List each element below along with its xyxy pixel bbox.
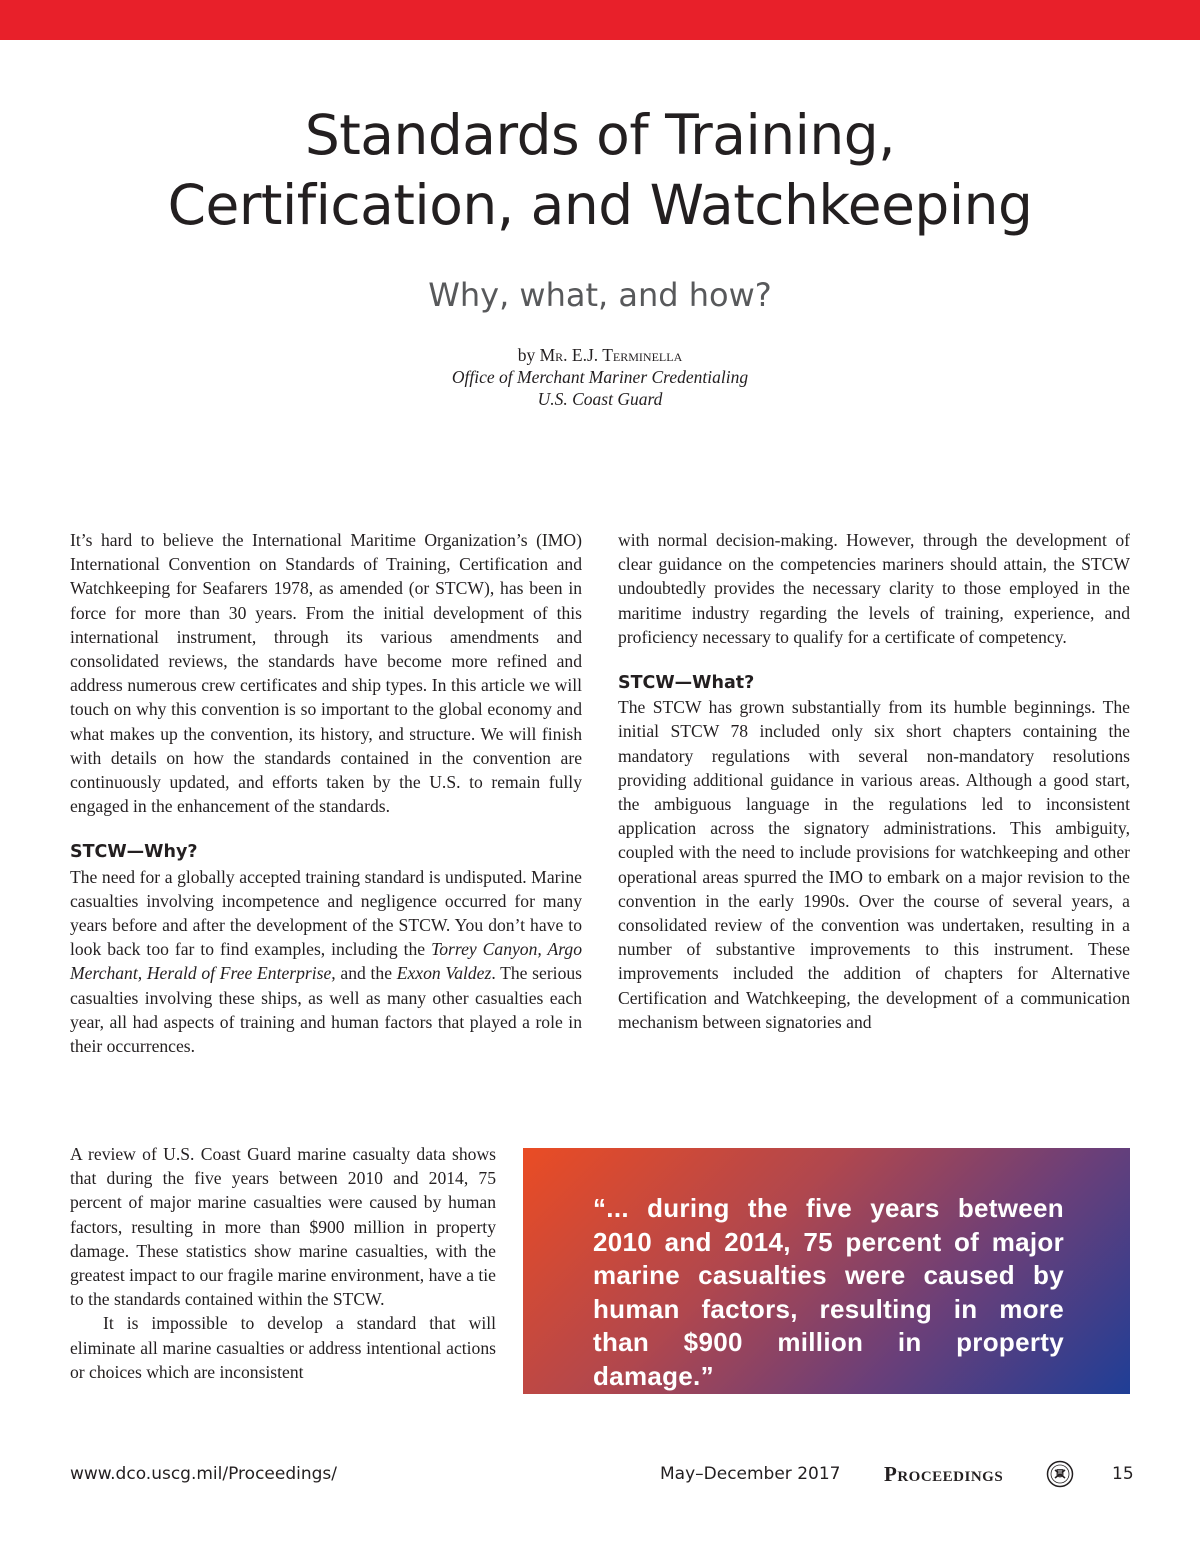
page-number: 15 — [1112, 1464, 1134, 1484]
page-footer — [0, 1458, 1200, 1494]
why-paragraph-1-cont: A review of U.S. Coast Guard marine casualty data shows that during the five years between 2010 and 2014, 75 percent of major marine casualties were caused by human factors, resulting in more than $900 million in property damage. These statistics show marine casualties, with the greatest impact to our fragile marine environment, have a tie to the standards contained within the STCW. — [70, 1144, 496, 1310]
why-text-1: The need for a globally accepted training standard is undisputed. Marine casualties involving incompetence and negligence occurred for many years before and after the development of the STCW. You don’t have to look back too far to find examples, including the — [70, 866, 582, 960]
footer-url[interactable]: www.dco.uscg.mil/Proceedings/ — [70, 1464, 338, 1484]
section-heading-why: STCW—Why? — [70, 842, 198, 863]
why-paragraph-2-cont: with normal decision-making. However, through the development of clear guidance on the competencies mariners should attain, the STCW undoubtedly provides the necessary clarity to those employed in the maritime industry regarding the levels of training, experience, and proficiency necessary to qualify for a certificate of competency. — [618, 530, 1130, 647]
pull-quote-text: “... during the five years between 2010 and 2014, 75 percent of major marine casualties were caused by human factors, resulting in more than $900 million in property damage.” — [593, 1193, 1064, 1391]
why-paragraph-2: It is impossible to develop a standard that will eliminate all marine casualties or address intentional actions or choices which are inconsistent — [70, 1313, 496, 1382]
ship-names-1: Torrey Canyon, Argo Merchant, Herald of Free Enterprise, — [70, 939, 582, 984]
article-title — [0, 100, 1200, 240]
why-text-3: . The serious casualties involving these ships, as well as many other casualties each year, all had aspects of training and human factors that played a role in their occurrences. — [70, 963, 583, 1057]
title-line-1: Standards of Training, — [304, 103, 896, 167]
pull-quote-box — [523, 1148, 1130, 1394]
top-accent-bar — [0, 0, 1200, 40]
title-line-2: Certification, and Watchkeeping — [167, 173, 1033, 237]
why-paragraph-1 — [70, 865, 582, 1059]
body-column-right — [618, 528, 1130, 1034]
author-name: Mr. E.J. Terminella — [539, 345, 683, 365]
author-office: Office of Merchant Mariner Credentialing — [451, 367, 749, 387]
body-column-left-narrow — [70, 1142, 496, 1384]
coast-guard-emblem-icon — [1046, 1460, 1074, 1488]
footer-publication: Proceedings — [884, 1462, 1004, 1486]
why-text-2: and the — [340, 963, 393, 984]
byline-prefix: by — [517, 345, 536, 365]
byline — [0, 344, 1200, 410]
what-paragraph-1: The STCW has grown substantially from its humble beginnings. The initial STCW 78 included only six short chapters containing the mandatory regulations with several non-mandatory resolutions providing additional guidance in various areas. Although a good start, the ambiguous language in the regulations led to inconsistent application across the signatory administrations. This ambiguity, coupled with the need to include provisions for watchkeeping and other operational areas spurred the IMO to embark on a major revision to the convention in the early 1990s. Over the course of several years, a consolidated review of the convention was undertaken, resulting in a number of substantive improvements to this instrument. These improvements included the addition of chapters for Alternative Certification and Watchkeeping, the development of a communication mechanism between signatories and — [618, 697, 1130, 1032]
intro-paragraph: It’s hard to believe the International Maritime Organization’s (IMO) International Convention on Standards of Training, Certification and Watchkeeping for Seafarers 1978, as amended (or STCW), has been in force for more than 30 years. From the initial development of this international instrument, through its various amendments and consolidated reviews, the standards have become more refined and address numerous crew certificates and ship types. In this article we will touch on why this convention is so important to the global economy and what makes up the convention, its history, and structure. We will finish with details on how the standards contained in the convention are continuously updated, and efforts taken by the U.S. to remain fully engaged in the enhancement of the standards. — [70, 530, 582, 817]
article-subtitle: Why, what, and how? — [428, 276, 772, 314]
footer-date: May–December 2017 — [660, 1464, 841, 1484]
author-agency: U.S. Coast Guard — [537, 389, 663, 409]
section-heading-what: STCW—What? — [618, 673, 755, 694]
body-column-left — [70, 528, 582, 1058]
ship-name-2: Exxon Valdez — [396, 963, 492, 984]
